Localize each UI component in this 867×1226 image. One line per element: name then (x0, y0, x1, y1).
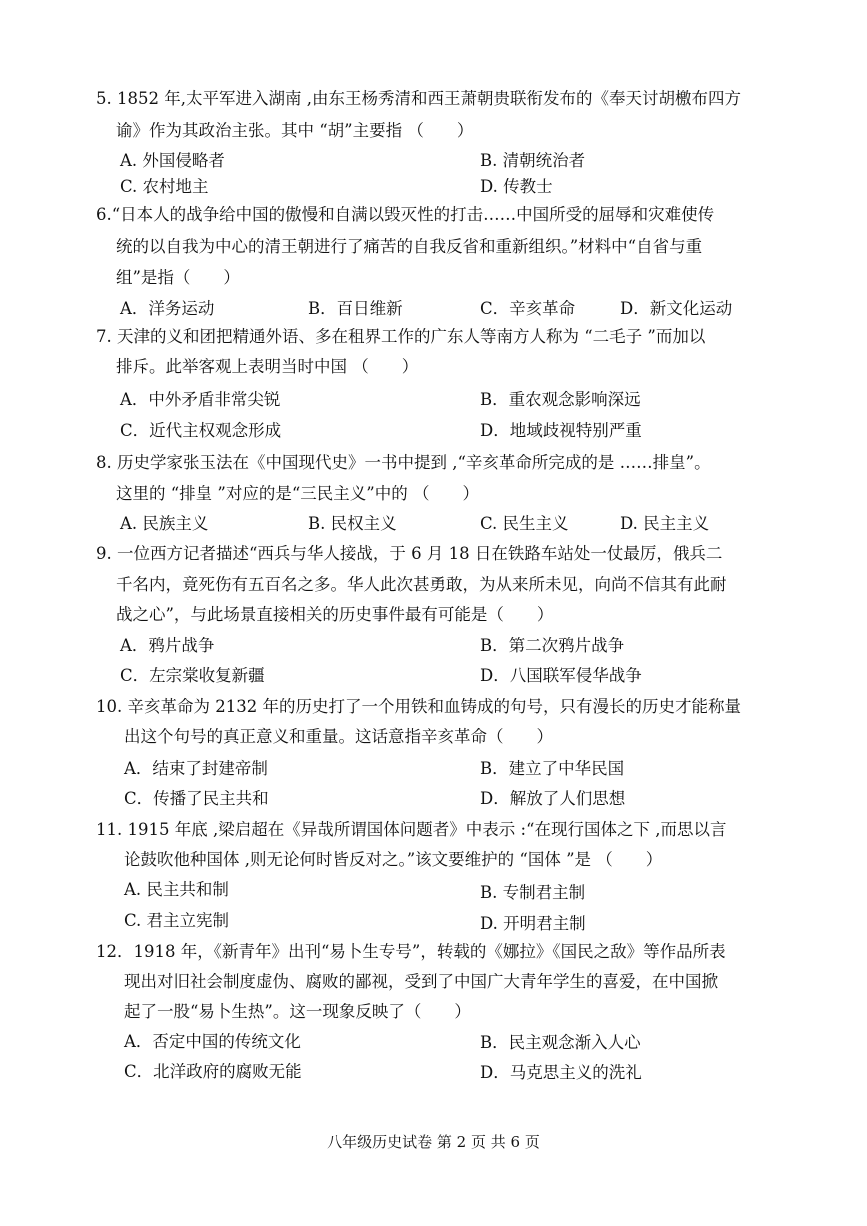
option-a: A．结束了封建帝制 (124, 759, 268, 778)
question-line: 起了一股“易卜生热”。这一现象反映了（ ） (124, 1002, 471, 1021)
question-line: 谕》作为其政治主张。其中 “胡”主要指 （ ） (116, 121, 474, 140)
option-c: C．北洋政府的腐败无能 (124, 1062, 302, 1081)
option-b: B．重农观念影响深远 (480, 390, 641, 409)
option-d: D．八国联军侵华战争 (480, 666, 642, 685)
option-b: B．第二次鸦片战争 (480, 636, 625, 655)
question-line: 统的以自我为中心的清王朝进行了痛苦的自我反省和重新组织。”材料中“自省与重 (116, 237, 703, 256)
question-line: 组”是指（ ） (116, 268, 240, 287)
option-d: D．解放了人们思想 (480, 789, 626, 808)
option-d: D．马克思主义的洗礼 (480, 1063, 642, 1082)
question-line: 11. 1915 年底 ,梁启超在《异哉所谓国体问题者》中表示 :“在现行国体之下 ,而思以言 (96, 820, 727, 839)
page-footer: 八年级历史试卷 第 2 页 共 6 页 (327, 1133, 540, 1151)
question-line: 论鼓吹他种国体 ,则无论何时皆反对之。”该文要维护的 “国体 ”是 （ ） (124, 850, 663, 869)
option-c: C. 君主立宪制 (124, 911, 230, 930)
question-line: 10. 辛亥革命为 2132 年的历史打了一个用铁和血铸成的句号，只有漫长的历史才能称量 (96, 697, 741, 716)
option-a: A．鸦片战争 (120, 636, 215, 655)
option-b: B. 专制君主制 (480, 883, 586, 902)
option-c: C．传播了民主共和 (124, 789, 269, 808)
question-line: 战之心”，与此场景直接相关的历史事件最有可能是（ ） (116, 605, 554, 624)
option-c: C. 民生主义 (480, 514, 569, 533)
option-a: A．中外矛盾非常尖锐 (120, 390, 281, 409)
question-line: 6.“日本人的战争给中国的傲慢和自满以毁灭性的打击……中国所受的屈辱和灾难使传 (96, 205, 715, 224)
option-b: B．民主观念渐入人心 (480, 1033, 641, 1052)
option-a: A．洋务运动 (120, 299, 215, 318)
option-c: C．左宗棠收复新疆 (120, 666, 265, 685)
option-b: B．百日维新 (308, 299, 403, 318)
option-d: D. 开明君主制 (480, 914, 586, 933)
question-line: 千名内，竟死伤有五百名之多。华人此次甚勇敢，为从来所未见，向尚不信其有此耐 (116, 575, 727, 594)
option-a: A. 民族主义 (120, 514, 209, 533)
option-c: C．辛亥革命 (480, 299, 576, 318)
option-d: D．新文化运动 (620, 299, 733, 318)
question-line: 12．1918 年，《新青年》出刊“易卜生专号”，转载的《娜拉》《国民之敌》等作品所表 (96, 942, 726, 961)
question-line: 5. 1852 年,太平军进入湖南 ,由东王杨秀清和西王萧朝贵联衔发布的《奉天讨胡檄布四方 (96, 89, 741, 108)
option-a: A. 民主共和制 (124, 880, 229, 899)
question-line: 排斥。此举客观上表明当时中国 （ ） (116, 357, 419, 376)
option-d: D. 传教士 (480, 177, 553, 196)
option-c: C. 农村地主 (120, 177, 209, 196)
question-line: 现出对旧社会制度虚伪、腐败的鄙视，受到了中国广大青年学生的喜爱，在中国掀 (124, 972, 718, 991)
option-a: A．否定中国的传统文化 (124, 1032, 301, 1051)
option-a: A. 外国侵略者 (120, 151, 225, 170)
question-line: 8. 历史学家张玉法在《中国现代史》一书中提到 ,“辛亥革命所完成的是 ……排皇”。 (96, 453, 711, 472)
option-b: B．建立了中华民国 (480, 759, 625, 778)
question-line: 7. 天津的义和团把精通外语、多在租界工作的广东人等南方人称为 “二毛子 ”而加以 (96, 327, 706, 346)
question-line: 9. 一位西方记者描述“西兵与华人接战，于 6 月 18 日在铁路车站处一仗最厉，俄兵二 (96, 544, 723, 563)
option-c: C．近代主权观念形成 (120, 421, 282, 440)
option-b: B. 清朝统治者 (480, 151, 586, 170)
option-d: D．地域歧视特别严重 (480, 421, 642, 440)
option-b: B. 民权主义 (308, 514, 397, 533)
option-d: D. 民主主义 (620, 514, 710, 533)
question-line: 出这个句号的真正意义和重量。这话意指辛亥革命（ ） (124, 727, 553, 746)
question-line: 这里的 “排皇 ”对应的是“三民主义”中的 （ ） (116, 484, 479, 503)
